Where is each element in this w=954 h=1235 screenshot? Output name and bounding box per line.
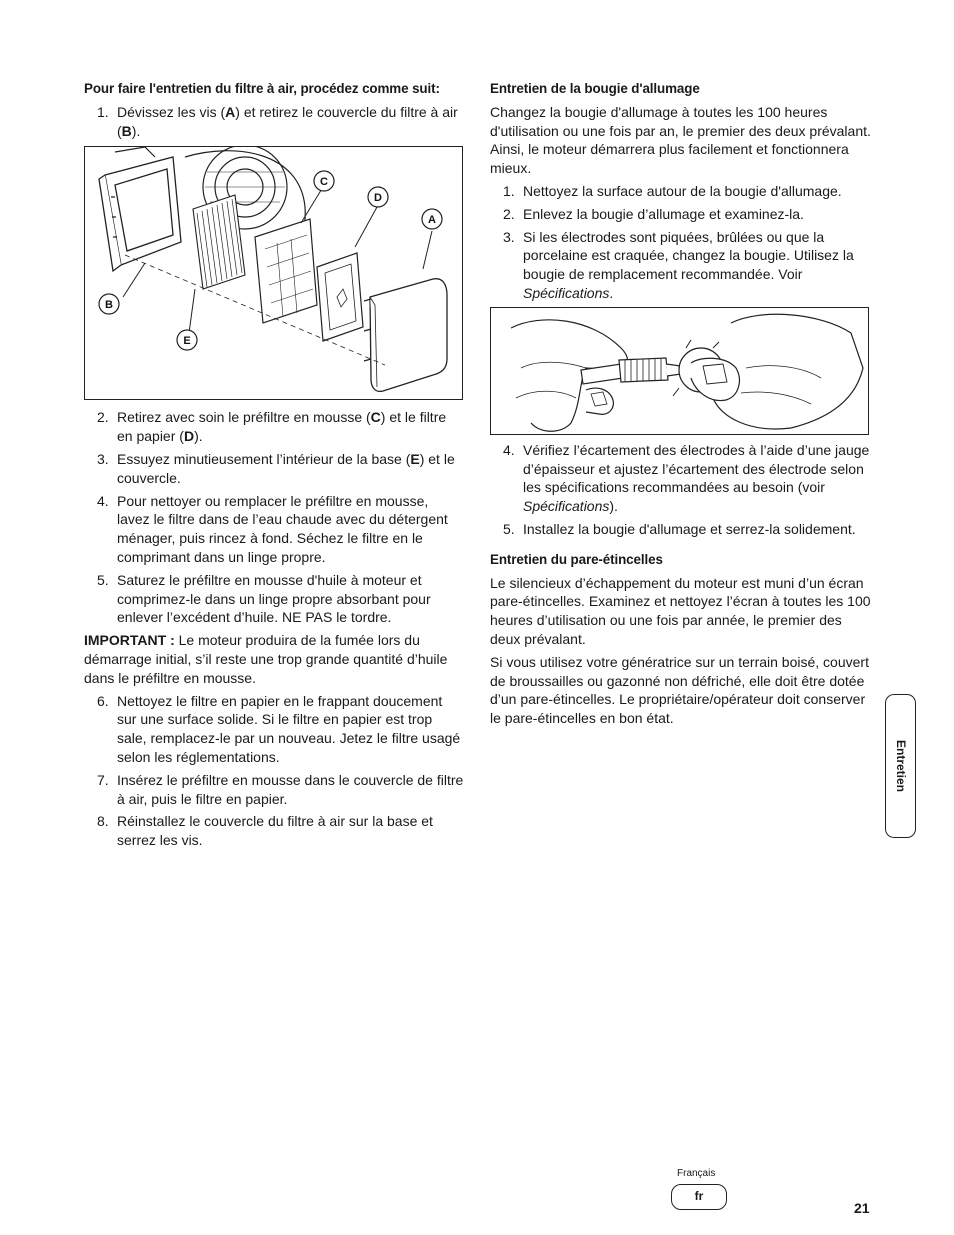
spark-arrester-para-2: Si vous utilisez votre génératrice sur un terrain boisé, couvert de broussailles ou gazonné non défriché, elle doit être dotée d’un pare-étincelles. Le propriétaire/opérateur doit conserver le pare-étincelles en bon état. — [490, 653, 869, 727]
spark-plug-step-4: 4. Vérifiez l’écartement des électrodes à l’aide d’une jauge d’épaisseur et ajustez l’écartement des électrode selon les spécifications recommandées au besoin (voir Spécifications). — [503, 441, 870, 515]
spark-plug-step-2: 2. Enlevez la bougie d’allumage et examinez-la. — [503, 205, 804, 222]
spark-arrester-heading: Entretien du pare-étincelles — [490, 551, 663, 567]
page-number: 21 — [854, 1200, 870, 1216]
svg-text:A: A — [428, 214, 436, 227]
spark-plug-step-1: 1. Nettoyez la surface autour de la bougie d'allumage. — [503, 182, 842, 199]
air-filter-step-7: 7. Insérez le préfiltre en mousse dans le couvercle de filtre à air, puis le filtre en papier. — [97, 771, 464, 807]
spark-plug-gap-illustration — [491, 308, 868, 434]
air-filter-step-5: 5. Saturez le préfiltre en mousse d'huile à moteur et comprimez-le dans un linge propre absorbant pour enlever l’excédent d’huile. NE PAS le tordre. — [97, 571, 431, 626]
spark-plug-step-3: 3. Si les électrodes sont piquées, brûlées ou que la porcelaine est craquée, changez la bougie. Utilisez la bougie de remplacement recommandée. Voir Spécifications. — [503, 228, 854, 301]
air-filter-heading: Pour faire l'entretien du filtre à air, procédez comme suit: — [84, 81, 440, 96]
svg-text:B: B — [105, 299, 113, 312]
air-filter-exploded-illustration — [85, 147, 462, 399]
svg-text:C: C — [320, 176, 328, 189]
footer-lang-code: fr — [671, 1184, 727, 1210]
svg-text:E: E — [183, 335, 191, 348]
spark-plug-step-5: 5. Installez la bougie d'allumage et serrez-la solidement. — [503, 520, 856, 537]
right-column — [490, 80, 872, 732]
air-filter-step-4: 4. Pour nettoyer ou remplacer le préfiltre en mousse, lavez le filtre dans de l’eau chaude avec du détergent ménager, puis rincez à fond. Séchez le filtre en le comprimant dans un linge propre. — [97, 492, 448, 565]
air-filter-step-3: 3. Essuyez minutieusement l’intérieur de la base (E) et le couvercle. — [97, 450, 455, 486]
air-filter-step-2: 2. Retirez avec soin le préfiltre en mousse (C) et le filtre en papier (D). — [97, 409, 447, 445]
spark-plug-intro: Changez la bougie d'allumage à toutes les 100 heures d'utilisation ou une fois par an, le premier des deux prévalant. Ainsi, le moteur démarrera plus facilement et fonctionnera mieux. — [490, 103, 871, 177]
spark-arrester-para-1: Le silencieux d’échappement du moteur est muni d’un écran pare-étincelles. Examinez et nettoyez l’écran à toutes les 100 heures d’utilisation ou une fois par année, le premier des deux prévalant. — [490, 574, 871, 647]
air-filter-figure — [84, 146, 463, 400]
air-filter-step-8: 8. Réinstallez le couvercle du filtre à air sur la base et serrez les vis. — [97, 813, 433, 849]
important-note: IMPORTANT : Le moteur produira de la fumée lors du démarrage initial, s’il reste une trop grande quantité d’huile dans le préfiltre en mousse. — [84, 632, 448, 686]
air-filter-step-6: 6. Nettoyez le filtre en papier en le frappant doucement sur une surface solide. Si le filtre en papier est trop sale, remplacez-le par un nouveau. Jetez le filtre usagé selon les réglementations. — [97, 692, 461, 765]
section-side-tab: Entretien — [885, 694, 916, 838]
spark-plug-figure — [490, 307, 869, 435]
spark-plug-heading: Entretien de la bougie d'allumage — [490, 81, 700, 96]
left-column — [84, 80, 464, 854]
svg-text:D: D — [374, 192, 382, 205]
air-filter-step-1: 1. Dévissez les vis (A) et retirez le couvercle du filtre à air (B). — [97, 103, 458, 139]
footer-language: Français — [677, 1168, 716, 1179]
